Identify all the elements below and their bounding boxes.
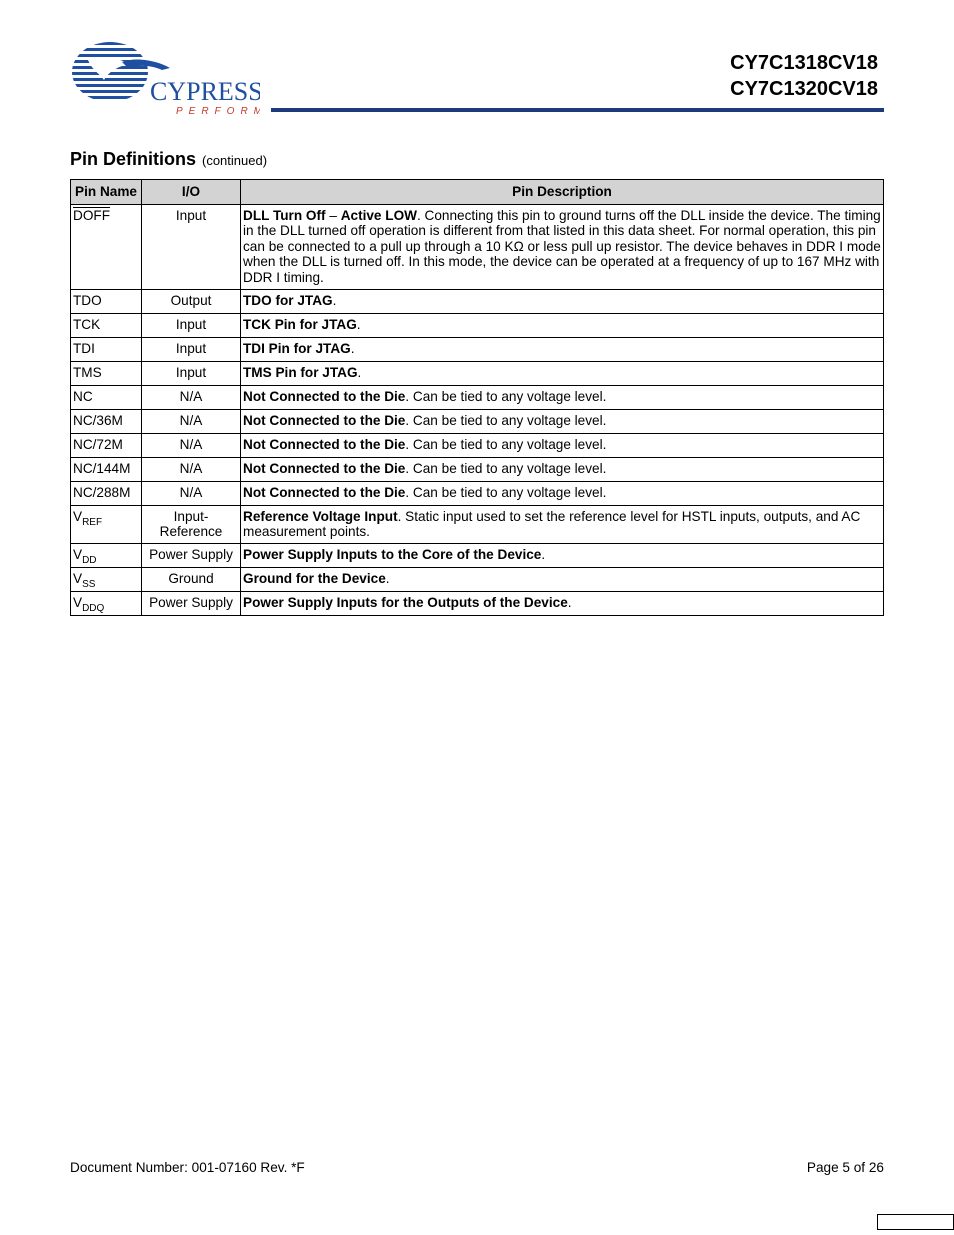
pin-name-cell [71,289,142,313]
table-row [71,385,884,409]
pin-name-cell [71,337,142,361]
pin-io-cell: Ground [142,567,241,591]
pin-name-subscript: DD [82,554,97,566]
logo-tagline-text: PERFORM [176,106,260,117]
col-header-io: I/O [142,180,241,205]
table-row [71,505,884,543]
pin-description-bold: TDO for JTAG [243,292,333,308]
cypress-logo [70,40,260,118]
pin-description-text: . Static input used to set the reference level for HSTL inputs, outputs, and AC measurement points. [243,508,861,540]
pin-description-text: . Can be tied to any voltage level. [405,460,607,476]
pin-description-cell [241,313,884,337]
pin-description-text: . Can be tied to any voltage level. [405,484,607,500]
table-row [71,481,884,505]
pin-description-cell [241,361,884,385]
pin-name-cell [71,204,142,289]
table-row [71,567,884,591]
pin-description-bold: Not Connected to the Die [243,484,406,500]
pin-io-cell: Input-Reference [142,505,241,543]
pin-description-text: . [356,316,361,332]
table-row [71,409,884,433]
pin-name: V [73,570,83,586]
pin-description-cell [241,385,884,409]
pin-name: NC/72M [73,436,123,452]
pin-description-text: . [350,340,355,356]
pin-io-cell: N/A [142,409,241,433]
pin-name-cell [71,313,142,337]
pin-name: TDO [73,292,102,308]
pin-description-bold: TCK Pin for JTAG [243,316,357,332]
pin-description-cell [241,433,884,457]
pin-description-bold: Not Connected to the Die [243,436,406,452]
pin-description-bold: Not Connected to the Die [243,388,406,404]
col-header-pin-name: Pin Name [71,180,142,205]
pin-description-bold: Reference Voltage Input [243,508,398,524]
pin-name: TCK [73,316,101,332]
table-row [71,337,884,361]
part-numbers [730,50,878,102]
pin-name-cell [71,361,142,385]
table-row [71,543,884,567]
pin-description-cell [241,543,884,567]
pin-name-cell [71,591,142,615]
pin-description-text: . [332,292,337,308]
pin-name: V [73,546,83,562]
pin-name-cell [71,385,142,409]
pin-name-cell [71,481,142,505]
pin-name: NC [73,388,93,404]
pin-description-cell [241,204,884,289]
pin-io-cell: N/A [142,457,241,481]
pin-name-subscript: REF [82,516,103,528]
feedback-box[interactable] [877,1214,954,1230]
pin-description-bold: Power Supply Inputs for the Outputs of the Device [243,594,568,610]
document-number: Document Number: 001-07160 Rev. *F [70,1160,305,1175]
section-title-text: Pin Definitions [70,149,196,169]
pin-name-cell [71,505,142,543]
pin-io-cell: Input [142,361,241,385]
pin-description-cell [241,591,884,615]
pin-io-cell: N/A [142,433,241,457]
table-row [71,361,884,385]
pin-io-cell: N/A [142,481,241,505]
table-row [71,591,884,615]
pin-name-cell [71,457,142,481]
pin-description-cell [241,409,884,433]
pin-description-bold: Not Connected to the Die [243,460,406,476]
pin-description-text: . [541,546,546,562]
pin-description-text: . [357,364,362,380]
table-row [71,313,884,337]
pin-name: NC/36M [73,412,123,428]
header-rule [271,108,884,112]
pin-name: TDI [73,340,95,356]
pin-name: NC/288M [73,484,131,500]
pin-io-cell: Output [142,289,241,313]
pin-description-bold: Power Supply Inputs to the Core of the Device [243,546,542,562]
pin-io-cell: N/A [142,385,241,409]
pin-description-text: . [567,594,572,610]
pin-description-text: . Connecting this pin to ground turns off the DLL inside the device. The timing in the DLL turned off operation is different from that listed in this data sheet. For normal operation, this pin can be connected to a pull up through a 10 KΩ or less pull up resistor. The device behaves in DDR I mode when the DLL is turned off. In this mode, the device can be operated at a frequency of up to 167 MHz with DDR I timing. [243,207,881,285]
pin-description-bold-2: Active LOW [340,207,417,223]
pin-description-bold: DLL Turn Off [243,207,326,223]
pin-description-bold: TMS Pin for JTAG [243,364,358,380]
pin-name-cell [71,543,142,567]
pin-description-bold: Ground for the Device [243,570,386,586]
pin-description-cell [241,337,884,361]
pin-name: V [73,594,83,610]
pin-description-bold: Not Connected to the Die [243,412,406,428]
table-row [71,457,884,481]
part-number-1: CY7C1318CV18 [730,52,878,74]
pin-description-cell [241,457,884,481]
pin-io-cell: Input [142,337,241,361]
page-number: Page 5 of 26 [806,1160,884,1175]
pin-io-cell: Power Supply [142,591,241,615]
logo-brand-text: CYPRESS [150,77,260,106]
pin-name-cell [71,567,142,591]
pin-name-subscript: SS [82,578,96,590]
table-row [71,204,884,289]
pin-name: DOFF [73,207,110,223]
pin-description-text: . Can be tied to any voltage level. [405,412,607,428]
table-body [71,204,884,615]
pin-io-cell: Power Supply [142,543,241,567]
pin-name-cell [71,409,142,433]
pin-io-cell: Input [142,313,241,337]
pin-name: NC/144M [73,460,131,476]
table-row [71,289,884,313]
section-title [70,149,267,170]
pin-name-subscript: DDQ [82,602,105,614]
pin-description-cell [241,289,884,313]
pin-name: TMS [73,364,102,380]
pin-definitions-table [70,179,884,616]
pin-io-cell: Input [142,204,241,289]
pin-name: V [73,508,83,524]
col-header-description: Pin Description [241,180,884,205]
part-number-2: CY7C1320CV18 [730,78,878,100]
pin-description-text: . Can be tied to any voltage level. [405,436,607,452]
pin-description-bold: TDI Pin for JTAG [243,340,351,356]
pin-description-cell [241,481,884,505]
pin-description-text: . Can be tied to any voltage level. [405,388,607,404]
pin-description-separator: – [325,207,341,223]
table-header-row [71,180,884,205]
pin-description-cell [241,567,884,591]
pin-description-text: . [385,570,390,586]
pin-name-cell [71,433,142,457]
pin-description-cell [241,505,884,543]
section-continued: (continued) [202,153,268,168]
table-row [71,433,884,457]
